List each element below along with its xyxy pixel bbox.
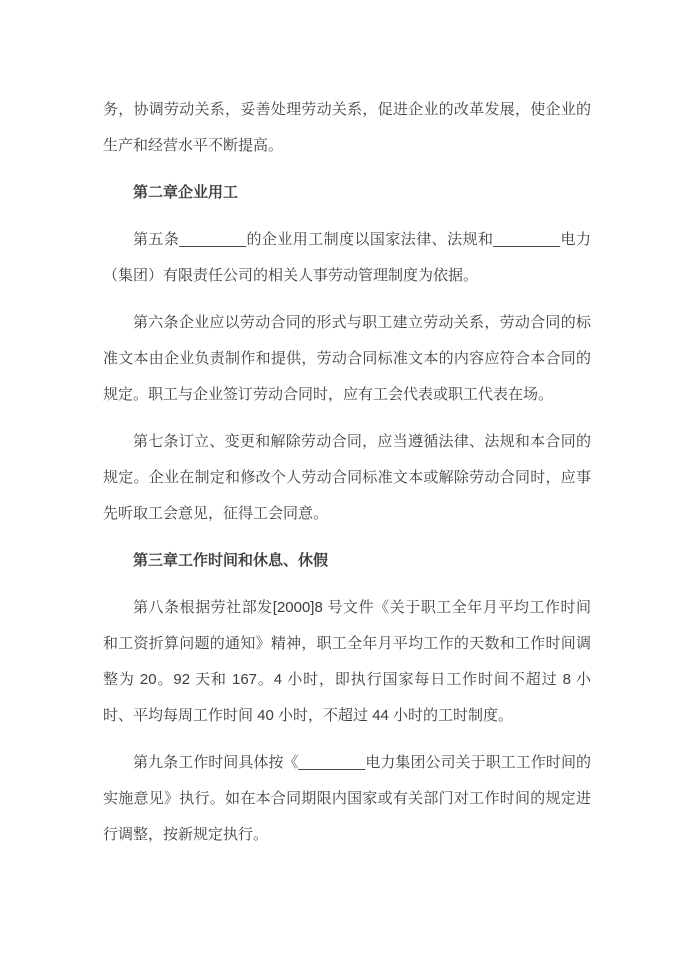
paragraph: 第五条________的企业用工制度以国家法律、法规和________电力（集团）有限责任公司的相关人事劳动管理制度为依据。 — [103, 231, 591, 284]
paragraph: 务，协调劳动关系，妥善处理劳动关系，促进企业的改革发展，使企业的生产和经营水平不断提高。 — [103, 101, 591, 154]
section-heading: 第三章工作时间和休息、休假 — [133, 552, 329, 569]
paragraph: 第七条订立、变更和解除劳动合同，应当遵循法律、法规和本合同的规定。企业在制定和修改个人劳动合同标准文本或解除劳动合同时，应事先听取工会意见，征得工会同意。 — [103, 433, 591, 522]
section-heading: 第二章企业用工 — [133, 184, 239, 201]
paragraph: 第八条根据劳社部发[2000]8 号文件《关于职工全年月平均工作时间和工资折算问题的通知》精神，职工全年月平均工作的天数和工作时间调整为 20。92 天和 167。4 小时，即执行国家每日工作时间不超过 8 小时、平均每周工作时间 40 小时，不超过 44 小时的工时制度。 — [103, 599, 591, 724]
paragraph: 第六条企业应以劳动合同的形式与职工建立劳动关系，劳动合同的标准文本由企业负责制作和提供，劳动合同标准文本的内容应符合本合同的规定。职工与企业签订劳动合同时，应有工会代表或职工代表在场。 — [103, 314, 591, 403]
paragraph: 第九条工作时间具体按《________电力集团公司关于职工工作时间的实施意见》执行。如在本合同期限内国家或有关部门对工作时间的规定进行调整，按新规定执行。 — [103, 754, 591, 843]
